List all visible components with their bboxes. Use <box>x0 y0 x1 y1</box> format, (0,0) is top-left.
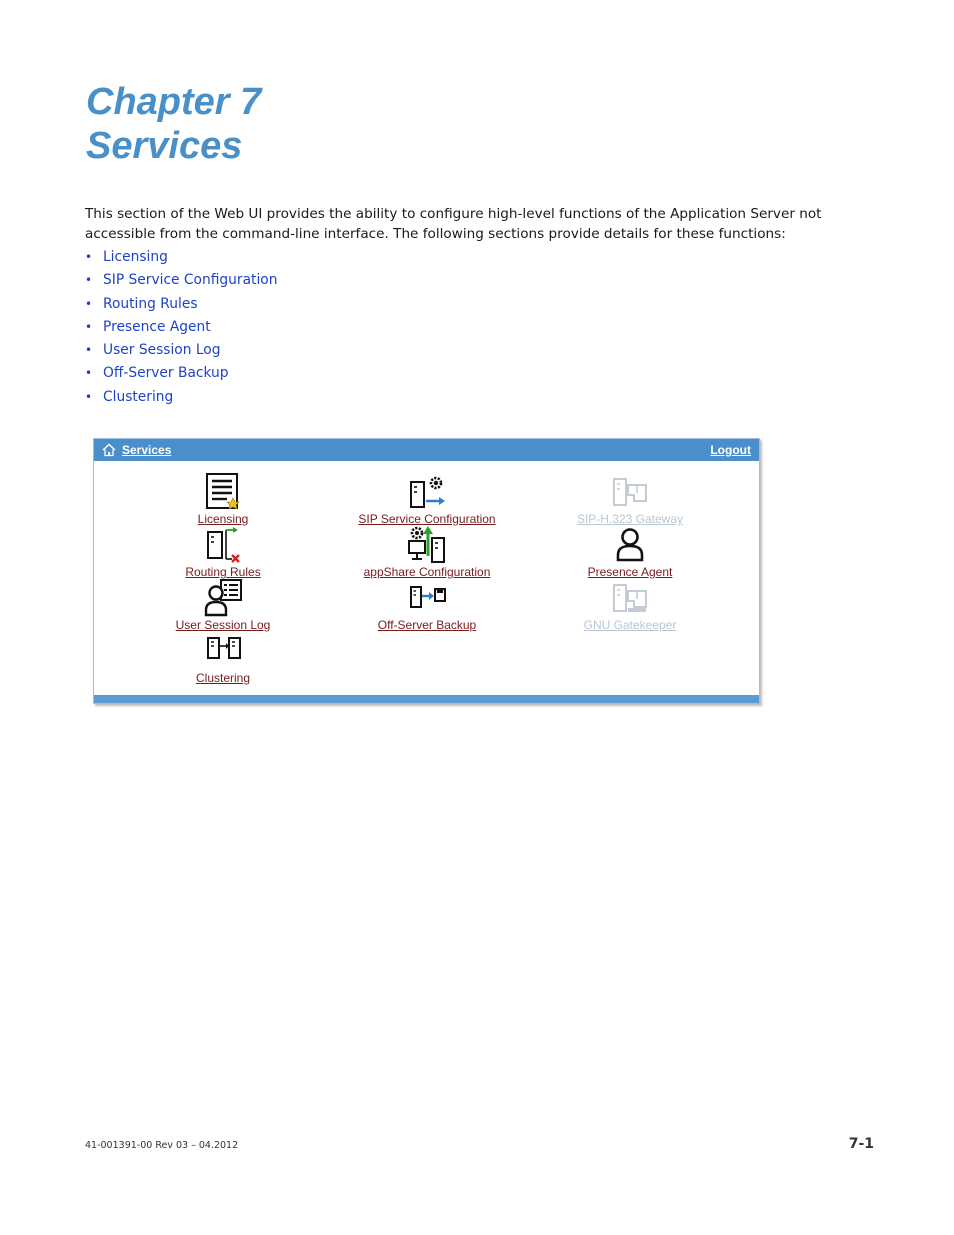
chapter-number: Chapter 7 <box>86 81 262 123</box>
routing-rules-icon <box>203 526 243 564</box>
chapter-name: Services <box>86 125 243 167</box>
logout-link[interactable]: Logout <box>710 443 751 457</box>
toc-link-licensing[interactable]: Licensing <box>103 249 168 265</box>
bullet: • <box>85 389 93 404</box>
services-breadcrumb-link[interactable]: Services <box>122 443 172 457</box>
toc-link-routing-rules[interactable]: Routing Rules <box>103 295 198 312</box>
panel-header <box>94 439 759 463</box>
toc-link-sip-service-configuration[interactable]: SIP Service Configuration <box>103 272 278 289</box>
service-user-session-log[interactable] <box>138 579 308 631</box>
service-link-licensing[interactable]: Licensing <box>197 512 249 526</box>
page-number: 7-1 <box>848 1136 874 1152</box>
service-sip-h323-gateway <box>545 473 715 525</box>
toc-link-clustering[interactable]: Clustering <box>103 388 174 405</box>
service-presence-agent[interactable] <box>545 526 715 578</box>
appshare-config-icon <box>407 526 447 564</box>
service-appshare-configuration[interactable] <box>342 526 512 578</box>
service-link-user-session-log[interactable]: User Session Log <box>175 618 271 632</box>
bullet: • <box>85 343 93 358</box>
service-off-server-backup[interactable] <box>342 579 512 631</box>
bullet: • <box>85 319 93 334</box>
bullet: • <box>85 273 93 288</box>
service-link-presence-agent[interactable]: Presence Agent <box>587 565 673 579</box>
service-routing-rules[interactable] <box>138 526 308 578</box>
toc-link-off-server-backup[interactable]: Off-Server Backup <box>103 365 229 382</box>
toc-link-user-session-log[interactable]: User Session Log <box>103 342 221 359</box>
chapter-title <box>86 80 261 168</box>
service-link-sip-service-configuration[interactable]: SIP Service Configuration <box>358 512 496 526</box>
service-link-routing-rules[interactable]: Routing Rules <box>185 565 261 579</box>
presence-agent-icon <box>610 526 650 564</box>
service-link-off-server-backup[interactable]: Off-Server Backup <box>377 618 477 632</box>
home-icon[interactable] <box>102 443 116 457</box>
bullet: • <box>85 250 93 264</box>
service-clustering[interactable] <box>138 632 308 684</box>
service-sip-service-configuration[interactable] <box>342 473 512 525</box>
services-panel-screenshot <box>93 438 760 704</box>
panel-footer-bar <box>94 695 759 703</box>
backup-icon <box>407 579 447 617</box>
bullet: • <box>85 296 93 311</box>
clustering-icon <box>203 632 243 670</box>
gateway-icon <box>610 473 650 511</box>
service-licensing[interactable] <box>138 473 308 525</box>
document-id: 41-001391-00 Rev 03 – 04.2012 <box>85 1140 239 1151</box>
licensing-icon <box>203 473 243 511</box>
service-link-clustering[interactable]: Clustering <box>195 671 251 685</box>
service-link-appshare-configuration[interactable]: appShare Configuration <box>363 565 491 579</box>
service-link-sip-h323-gateway: SIP-H.323 Gateway <box>576 512 684 526</box>
intro-paragraph: This section of the Web UI provides the ability to configure high-level functions of the Application Server not accessible from the command-line interface. The following sections provide details for these functions: <box>85 206 822 242</box>
bullet: • <box>85 366 93 381</box>
service-gnu-gatekeeper <box>545 579 715 631</box>
toc-link-presence-agent[interactable]: Presence Agent <box>103 318 211 335</box>
service-link-gnu-gatekeeper: GNU Gatekeeper <box>583 618 677 632</box>
sip-config-icon <box>407 473 447 511</box>
user-session-log-icon <box>203 579 243 617</box>
gatekeeper-icon <box>610 579 650 617</box>
